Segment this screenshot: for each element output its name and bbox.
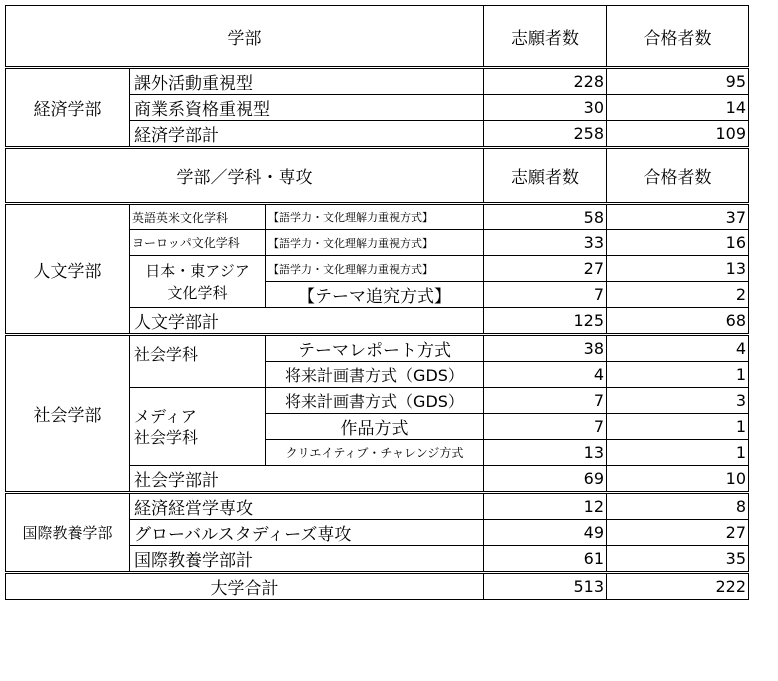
passed-value: 10 [607,466,749,493]
dept-label-line: 文化学科 [167,283,228,302]
applicants-value: 4 [484,362,607,388]
method-label: テーマレポート方式 [266,335,484,362]
applicants-value: 13 [484,440,607,466]
dept-label [130,256,266,308]
subtotal-label: 社会学部計 [130,466,484,493]
dept-label-line: 日本・東アジア [145,261,250,280]
applicants-value: 228 [484,68,607,95]
method-label: 作品方式 [266,414,484,440]
dept-label-line: メディア [134,406,197,426]
dept-label: 英語英米文化学科 [130,204,266,230]
passed-value: 1 [607,440,749,466]
faculty-international: 国際教養学部 [6,493,130,573]
method-label: 将来計画書方式（GDS） [266,388,484,414]
method-label: 【語学力・文化理解力重視方式】 [266,230,484,256]
passed-value: 13 [607,256,749,282]
applicants-value: 30 [484,95,607,121]
header-passed: 合格者数 [607,6,749,68]
passed-value: 222 [607,573,749,600]
table-row [6,493,749,520]
grand-total-label: 大学合計 [6,573,484,600]
method-label: 【テーマ追究方式】 [266,282,484,308]
table-row [6,335,749,362]
dept-label-line: 社会学科 [134,427,199,447]
passed-value: 4 [607,335,749,362]
row-label: 商業系資格重視型 [130,95,484,121]
dept-label: 社会学科 [130,335,266,388]
subtotal-label: 人文学部計 [130,308,484,335]
grand-total-row [6,573,749,600]
passed-value: 68 [607,308,749,335]
passed-value: 27 [607,520,749,546]
passed-value: 37 [607,204,749,230]
subtotal-label: 国際教養学部計 [130,546,484,573]
passed-value: 109 [607,121,749,148]
applicants-value: 58 [484,204,607,230]
applicants-value: 125 [484,308,607,335]
header-row [6,148,749,204]
header-applicants: 志願者数 [484,6,607,68]
passed-value: 14 [607,95,749,121]
applicants-value: 27 [484,256,607,282]
applicants-value: 258 [484,121,607,148]
passed-value: 2 [607,282,749,308]
dept-label: ヨーロッパ文化学科 [130,230,266,256]
method-label: クリエイティブ・チャレンジ方式 [266,440,484,466]
applicants-value: 49 [484,520,607,546]
row-label: グローバルスタディーズ専攻 [130,520,484,546]
applicants-value: 7 [484,282,607,308]
method-label: 【語学力・文化理解力重視方式】 [266,204,484,230]
passed-value: 95 [607,68,749,95]
applicants-value: 38 [484,335,607,362]
row-label: 課外活動重視型 [130,68,484,95]
header-faculty-dept: 学部／学科・専攻 [6,148,484,204]
passed-value: 3 [607,388,749,414]
applicants-value: 513 [484,573,607,600]
applicants-value: 69 [484,466,607,493]
applicants-value: 12 [484,493,607,520]
header-row [6,6,749,68]
header-applicants: 志願者数 [484,148,607,204]
header-faculty: 学部 [6,6,484,68]
method-label: 【語学力・文化理解力重視方式】 [266,256,484,282]
passed-value: 8 [607,493,749,520]
applicants-value: 7 [484,388,607,414]
passed-value: 1 [607,362,749,388]
row-label: 経済経営学専攻 [130,493,484,520]
passed-value: 35 [607,546,749,573]
faculty-social: 社会学部 [6,335,130,493]
faculty-economics: 経済学部 [6,68,130,148]
applicants-value: 33 [484,230,607,256]
faculty-humanities: 人文学部 [6,204,130,335]
passed-value: 1 [607,414,749,440]
header-passed: 合格者数 [607,148,749,204]
dept-label [130,388,266,466]
table-row [6,68,749,95]
applicants-value: 7 [484,414,607,440]
applicants-value: 61 [484,546,607,573]
table-row [6,204,749,230]
passed-value: 16 [607,230,749,256]
method-label: 将来計画書方式（GDS） [266,362,484,388]
subtotal-label: 経済学部計 [130,121,484,148]
admissions-table [5,5,749,600]
